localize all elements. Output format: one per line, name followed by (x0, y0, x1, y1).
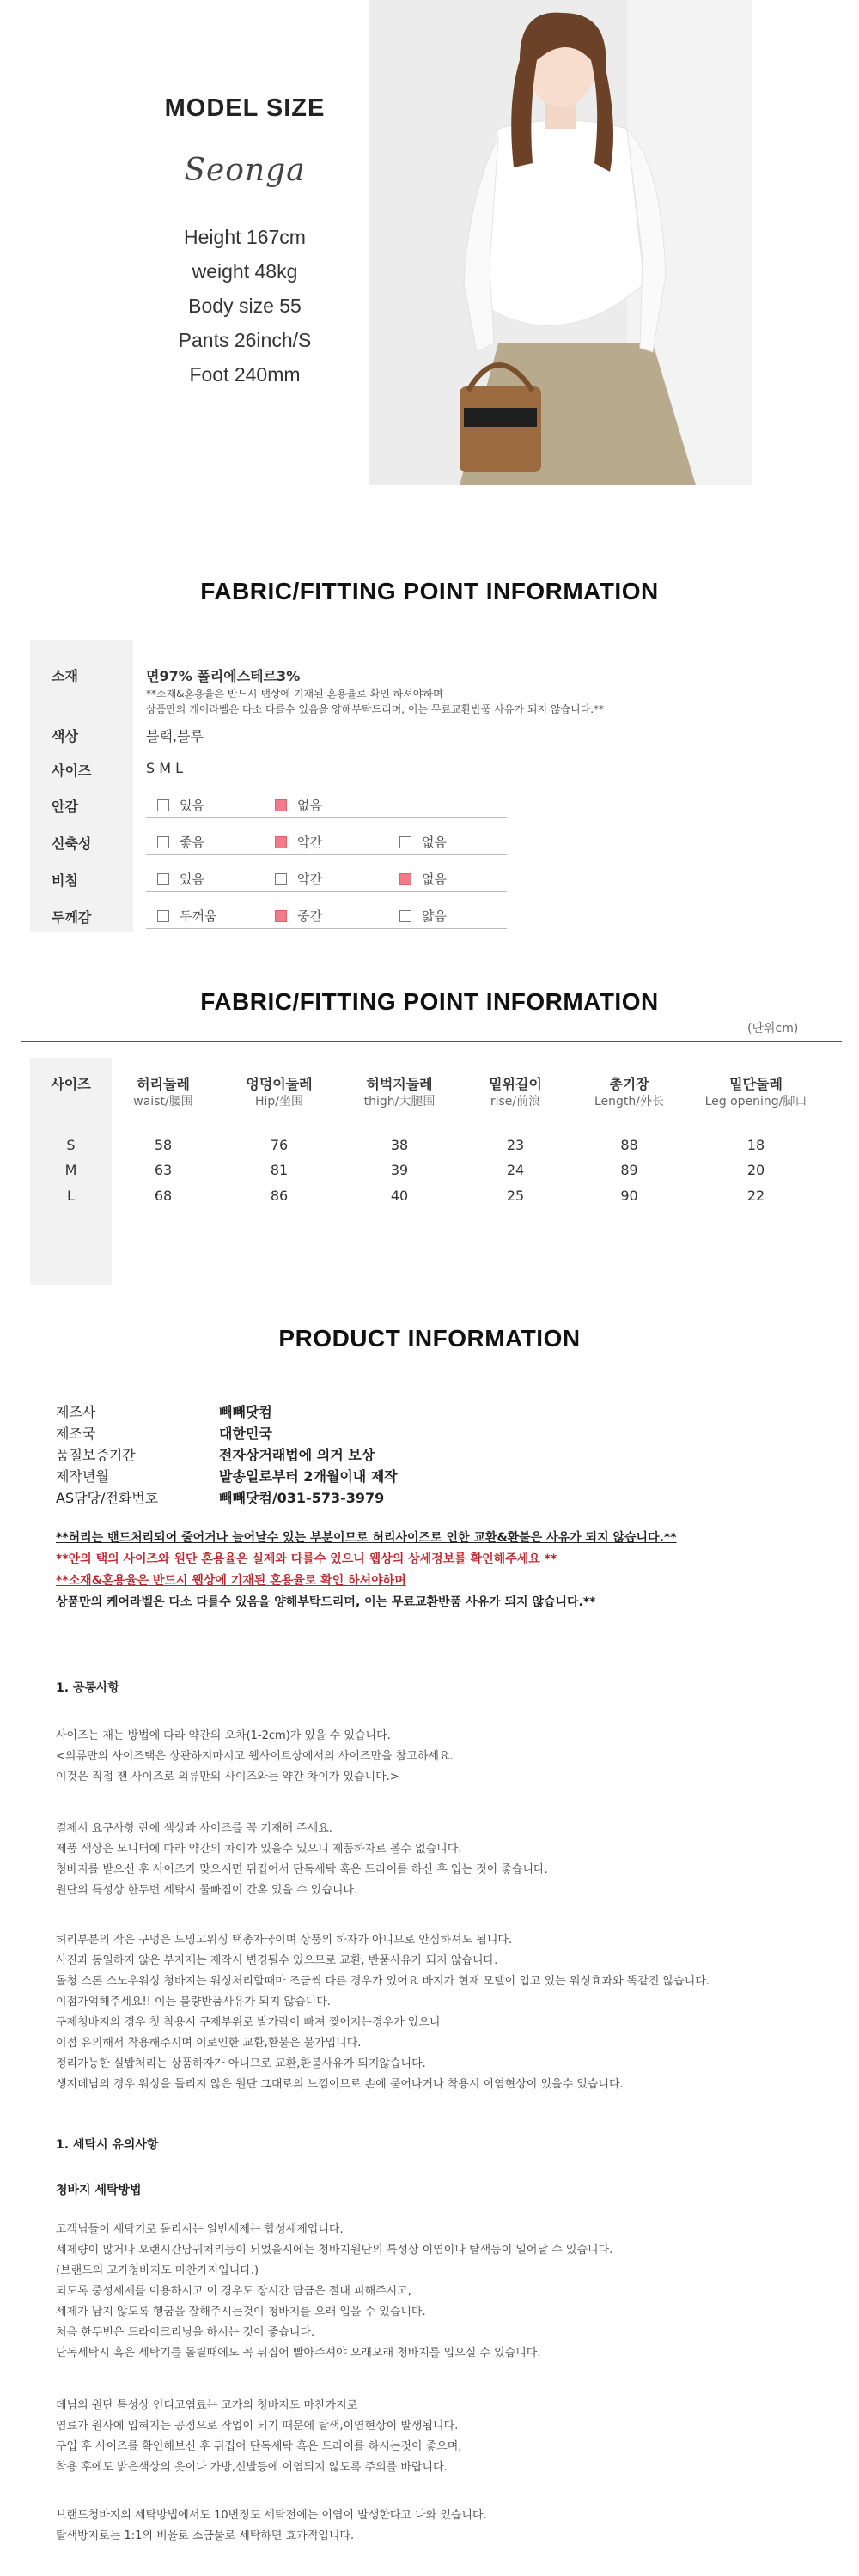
sheer-option-yes: 있음 (157, 870, 204, 888)
product-section-title: PRODUCT INFORMATION (278, 1325, 581, 1352)
size-cell: 58 (154, 1137, 173, 1153)
fabric-section-title: FABRIC/FITTING POINT INFORMATION (200, 578, 659, 605)
lining-option-yes: 있음 (157, 796, 204, 814)
color-value: 블랙,블루 (146, 728, 204, 744)
info-value-warranty: 전자상거래법에 의거 보상 (219, 1447, 375, 1463)
lining-checkbox-no (275, 799, 287, 811)
size-cell: 90 (620, 1188, 638, 1204)
common-heading: 1. 공통사항 (56, 1681, 120, 1695)
stretch-checkbox-good (157, 836, 169, 848)
model-body-size: Body size 55 (188, 295, 302, 317)
size-cell: 39 (390, 1162, 409, 1178)
stretch-option-slight: 약간 (275, 833, 322, 851)
model-foot: Foot 240mm (189, 363, 301, 386)
size-cell: 81 (270, 1162, 289, 1178)
size-cell: 24 (506, 1162, 525, 1178)
sheer-underline (146, 891, 507, 892)
size-cell: 76 (270, 1137, 289, 1153)
unit-label: (단위cm) (747, 1022, 799, 1036)
size-cell: 68 (154, 1188, 173, 1204)
info-value-production-date: 발송일로부터 2개월이내 제작 (219, 1468, 398, 1485)
stretch-underline (146, 854, 507, 855)
col-sub-waist: waist/腰围 (133, 1095, 193, 1109)
lining-checkbox-yes (157, 799, 169, 811)
info-key-warranty: 품질보증기간 (56, 1447, 136, 1463)
fabric-label-column (30, 640, 133, 932)
sheer-label: 비침 (52, 872, 78, 889)
size-section-divider (21, 1041, 842, 1042)
size-cell: 38 (390, 1137, 409, 1153)
stretch-label: 신축성 (52, 835, 92, 852)
model-height: Height 167cm (184, 226, 306, 248)
col-header-thigh: 허벅지둘레 (366, 1076, 433, 1092)
size-label: 사이즈 (52, 762, 92, 779)
stretch-option-good: 좋음 (157, 833, 204, 851)
model-size-section (0, 0, 859, 485)
col-header-rise: 밑위길이 (489, 1076, 542, 1092)
paragraph-defect-note: 허리부분의 작은 구멍은 도밍고워싱 택총자국이며 상품의 하자가 아니므로 안심하셔도 됩니다. 사진과 동일하지 않은 부자재는 제작시 변경될수 있으므로 교환, 반품사유가 되지 않습니다. 돌청 스톤 스노우워싱 청바지는 워싱처리할때마 조금씩 다른 경우가 있어요 바지가 현재 모델이 입고 있는 워싱효과와 똑같진 않습니다. 이점가억해주세요!! 이는 불량반품사유가 되지 않습니다. 구제청바지의 경우 첫 착용시 구제부위로 발가락이 빠져 찢어지는경우가 있으니 이점 유의해서 착용해주시며 이로인한 교환,환불은 불가입니다. 정리가능한 실밥처리는 상품하자가 아니므로 교환,환불사유가 되지않습니다. 생지데님의 경우 워싱을 돌리지 않은 원단 그대로의 느낌이므로 손에 묻어나거나 착용시 이염현상이 있을수 있습니다. (56, 1934, 710, 2091)
size-cell: 25 (506, 1188, 525, 1204)
paragraph-denim-dye: 데님의 원단 특성상 인디고염료는 고가의 청바지도 마찬가지로 염료가 원사에 입혀지는 공정으로 작업이 되기 때문에 탈색,이염현상이 발생됩니다. 구입 후 사이즈를 확인해보신 후 뒤집어 단독세탁 혹은 드라이를 하시는것이 좋으며, 착용 후에도 밝은색상의 옷이나 가방,신발등에 이염되지 않도록 주의를 바랍니다. (56, 2399, 462, 2474)
size-row-header: 사이즈 (51, 1076, 91, 1092)
info-key-country: 제조국 (56, 1425, 96, 1442)
col-sub-hip: Hip/坐围 (254, 1095, 304, 1109)
paragraph-size-note: 사이즈는 재는 방법에 따라 약간의 오차(1-2cm)가 있을 수 있습니다. <의류만의 사이즈택은 상관하지마시고 웹사이트상에서의 사이즈만을 참고하세요. 이것은 직접 잰 사이즈로 의류만의 사이즈와는 약간 차이가 있습니다.> (56, 1729, 454, 1783)
paragraph-wash-method: 고객님들이 세탁기로 돌리시는 일반세제는 합성세제입니다. 세제량이 많거나 오랜시간담궈처리등이 되었을시에는 청바지원단의 특성상 이염이나 탈색등이 일어날 수 있습니다. (브랜드의 고가청바지도 마찬가지입니다.) 되도록 중성세제를 이용하시고 이 경우도 장시간 담금은 절대 피해주시고, 세제가 남지 않도록 헹굼을 잘해주시는것이 청바지를 오래 입을 수 있습니다. 처음 한두번은 드라이크리닝을 하시는 것이 좋습니다. 단독세탁시 혹은 세탁기를 돌릴때에도 꼭 뒤집어 빨아주셔야 오래오래 청바지를 입으실 수 있습니다. (56, 2223, 613, 2360)
thickness-underline (146, 928, 507, 929)
size-cell: 20 (746, 1162, 765, 1178)
paragraph-brand-wash: 브랜드청바지의 세탁방법에서도 10번정도 세탁전에는 이염이 발생한다고 나와 있습니다. 탈색방지로는 1:1의 비율로 소금물로 세탁하면 효과적입니다. (56, 2509, 487, 2543)
info-value-as-contact: 빼빼닷컴/031-573-3979 (219, 1490, 385, 1506)
thickness-checkbox-thick (157, 910, 169, 922)
stretch-option-none: 없음 (399, 833, 447, 851)
lining-label: 안감 (52, 799, 78, 815)
col-header-hip: 엉덩이둘레 (246, 1076, 313, 1092)
size-row-label: S (66, 1137, 76, 1153)
info-value-manufacturer: 빼빼닷컴 (219, 1404, 272, 1420)
col-header-leg-opening: 밑단둘레 (729, 1076, 783, 1092)
color-label: 색상 (52, 728, 78, 744)
thickness-option-medium: 중간 (275, 907, 322, 925)
warning-material: **소재&혼용율은 반드시 웹상에 기재된 혼용율로 확인 하셔야하며 (56, 1574, 406, 1588)
sheer-checkbox-yes (157, 873, 169, 885)
col-header-length: 총기장 (609, 1076, 649, 1092)
thickness-label: 두께감 (52, 909, 92, 926)
col-sub-length: Length/外长 (594, 1095, 664, 1109)
col-sub-rise: rise/前浪 (490, 1095, 541, 1109)
model-stats (129, 220, 361, 392)
size-cell: 86 (270, 1188, 289, 1204)
material-label: 소재 (52, 668, 78, 684)
size-row-label: L (67, 1188, 75, 1204)
thickness-option-thick: 두꺼움 (157, 907, 216, 925)
sheer-option-slight: 약간 (275, 870, 322, 888)
warning-waist-band: **허리는 밴드처리되어 줄어거나 늘어날수 있는 부분이므로 허리사이즈로 인한 교환&환불은 사유가 되지 않습니다.** (56, 1531, 677, 1545)
thickness-checkbox-medium (275, 910, 287, 922)
model-pants: Pants 26inch/S (178, 329, 312, 351)
size-cell: 18 (746, 1137, 765, 1153)
wash-heading: 1. 세탁시 유의사항 (56, 2138, 159, 2152)
stretch-checkbox-slight (275, 836, 287, 848)
info-key-as-contact: AS담당/전화번호 (56, 1490, 159, 1506)
model-photo-illustration (369, 0, 752, 485)
warning-tag-size: **안의 택의 사이즈와 원단 혼용율은 실제와 다를수 있으니 웹상의 상세정보를 확인해주세요 ** (56, 1552, 557, 1566)
model-weight: weight 48kg (192, 260, 298, 283)
material-note-1: **소재&혼용율은 반드시 탭상에 기재된 혼용율로 확인 하셔야하며 (146, 688, 443, 700)
info-key-production-date: 제작년월 (56, 1468, 109, 1485)
size-cell: 89 (620, 1162, 638, 1178)
wash-subheading: 청바지 세탁방법 (56, 2184, 142, 2197)
thickness-checkbox-thin (399, 910, 411, 922)
model-name: Seonga (184, 153, 306, 188)
material-note-2: 상품만의 케어라벨은 다소 다를수 있음을 양해부탁드리며, 이는 무료교환반품 사유가 되지 않습니다.** (146, 703, 605, 715)
sheer-option-none: 없음 (399, 870, 447, 888)
info-value-country: 대한민국 (219, 1425, 272, 1442)
size-cell: 22 (746, 1188, 765, 1204)
model-photo (369, 0, 752, 485)
col-header-waist: 허리둘레 (137, 1076, 190, 1092)
warning-care-label: 상품만의 케어라벨은 다소 다를수 있음을 양해부탁드리며, 이는 무료교환반품 사유가 되지 않습니다.** (56, 1595, 596, 1609)
size-cell: 40 (390, 1188, 409, 1204)
model-info (129, 94, 361, 392)
col-sub-leg-opening: Leg opening/脚口 (704, 1095, 807, 1109)
stretch-checkbox-none (399, 836, 411, 848)
info-key-manufacturer: 제조사 (56, 1404, 96, 1420)
lining-option-no: 없음 (275, 796, 322, 814)
size-cell: 88 (620, 1137, 638, 1153)
size-section-title: FABRIC/FITTING POINT INFORMATION (200, 988, 659, 1015)
thickness-option-thin: 얇음 (399, 907, 447, 925)
paragraph-order-note: 결제시 요구사항 란에 색상과 사이즈를 꼭 기재해 주세요. 제품 색상은 모니터에 따라 약간의 차이가 있을수 있으니 제품하자로 볼수 없습니다. 청바지를 받으신 후 사이즈가 맞으시면 뒤집어서 단독세탁 혹은 드라이를 하신 후 입는 것이 좋습니다. 원단의 특성상 한두번 세탁시 물빠짐이 간혹 있을 수 있습니다. (56, 1822, 548, 1897)
size-cell: 23 (506, 1137, 525, 1153)
col-sub-thigh: thigh/大腿围 (363, 1095, 436, 1109)
size-cell: 63 (154, 1162, 173, 1178)
model-size-heading: MODEL SIZE (164, 94, 326, 122)
sheer-checkbox-slight (275, 873, 287, 885)
lining-underline (146, 817, 507, 818)
material-value: 면97% 폴리에스테르3% (146, 668, 301, 684)
sheer-checkbox-none (399, 873, 411, 885)
size-value: S M L (146, 760, 184, 776)
size-row-label: M (64, 1162, 77, 1178)
